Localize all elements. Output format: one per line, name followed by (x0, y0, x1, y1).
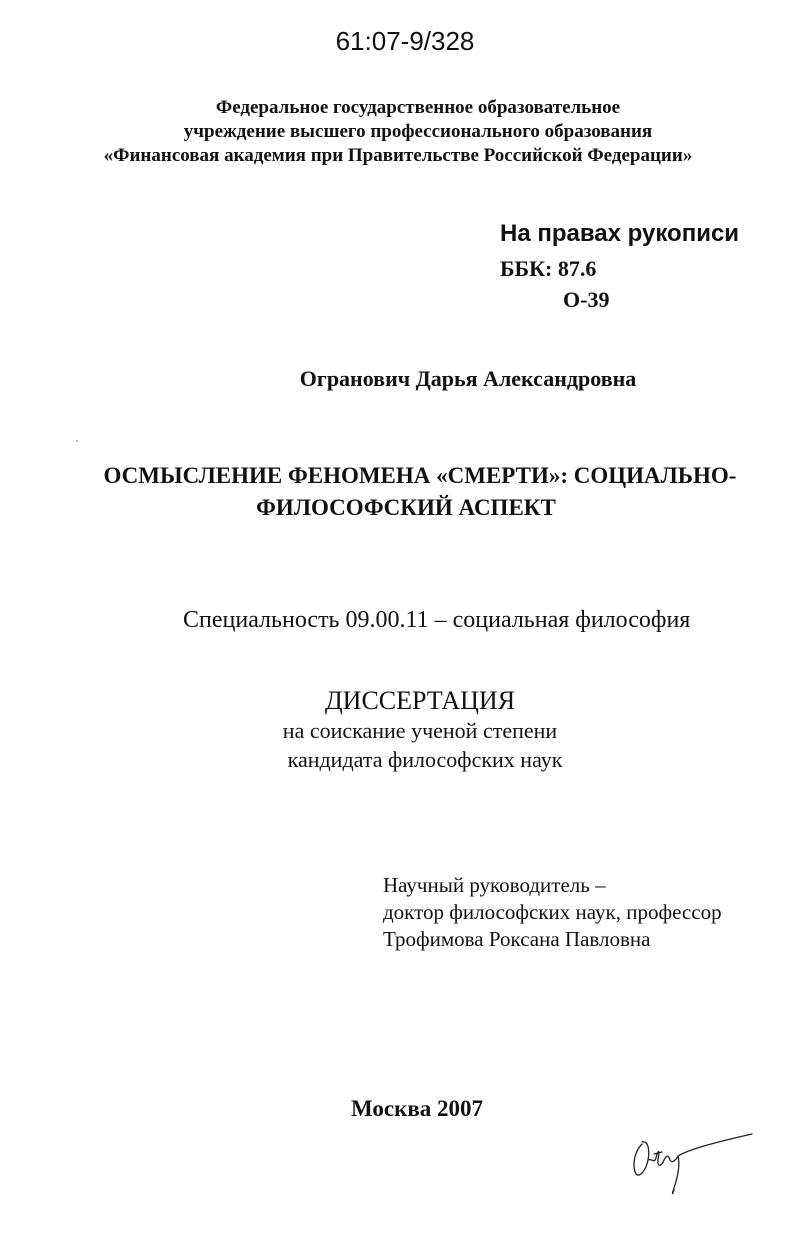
institution-line-3: «Финансовая академия при Правительстве Российской Федерации» (103, 145, 693, 166)
dissertation-title (0, 460, 796, 524)
institution-line-1: Федеральное государственное образовательное (215, 97, 621, 118)
signature-icon (628, 1130, 758, 1200)
bbk-code: ББК: 87.6 (500, 256, 597, 281)
document-code-number (0, 26, 796, 57)
degree-line-2: кандидата философских наук (287, 747, 563, 772)
supervisor-block (383, 872, 722, 953)
title-line-2: ФИЛОСОФСКИЙ АСПЕКТ (256, 495, 556, 520)
city-year-text: Москва 2007 (350, 1096, 484, 1121)
bbk-index: О-39 (563, 287, 610, 312)
manuscript-note: На правах рукописи (500, 220, 740, 247)
degree-heading: ДИССЕРТАЦИЯ (324, 686, 516, 715)
author-name (0, 366, 796, 392)
author-name-text: Огранович Дарья Александровна (299, 366, 637, 391)
supervisor-line-2: доктор философских наук, профессор (383, 900, 722, 924)
code-number-text: 61:07-9/328 (335, 26, 475, 56)
institution-block (0, 96, 796, 168)
city-year (0, 1096, 796, 1122)
institution-line-2: учреждение высшего профессионального образования (183, 121, 653, 142)
degree-block (0, 686, 796, 774)
degree-line-1: на соискание ученой степени (282, 718, 558, 743)
specialty-line: Специальность 09.00.11 – социальная философия (183, 607, 691, 633)
title-line-1: ОСМЫСЛЕНИЕ ФЕНОМЕНА «СМЕРТИ»: СОЦИАЛЬНО- (103, 463, 737, 488)
supervisor-line-3: Трофимова Роксана Павловна (383, 927, 651, 951)
margin-speck (76, 440, 78, 442)
supervisor-line-1: Научный руководитель – (383, 873, 606, 897)
